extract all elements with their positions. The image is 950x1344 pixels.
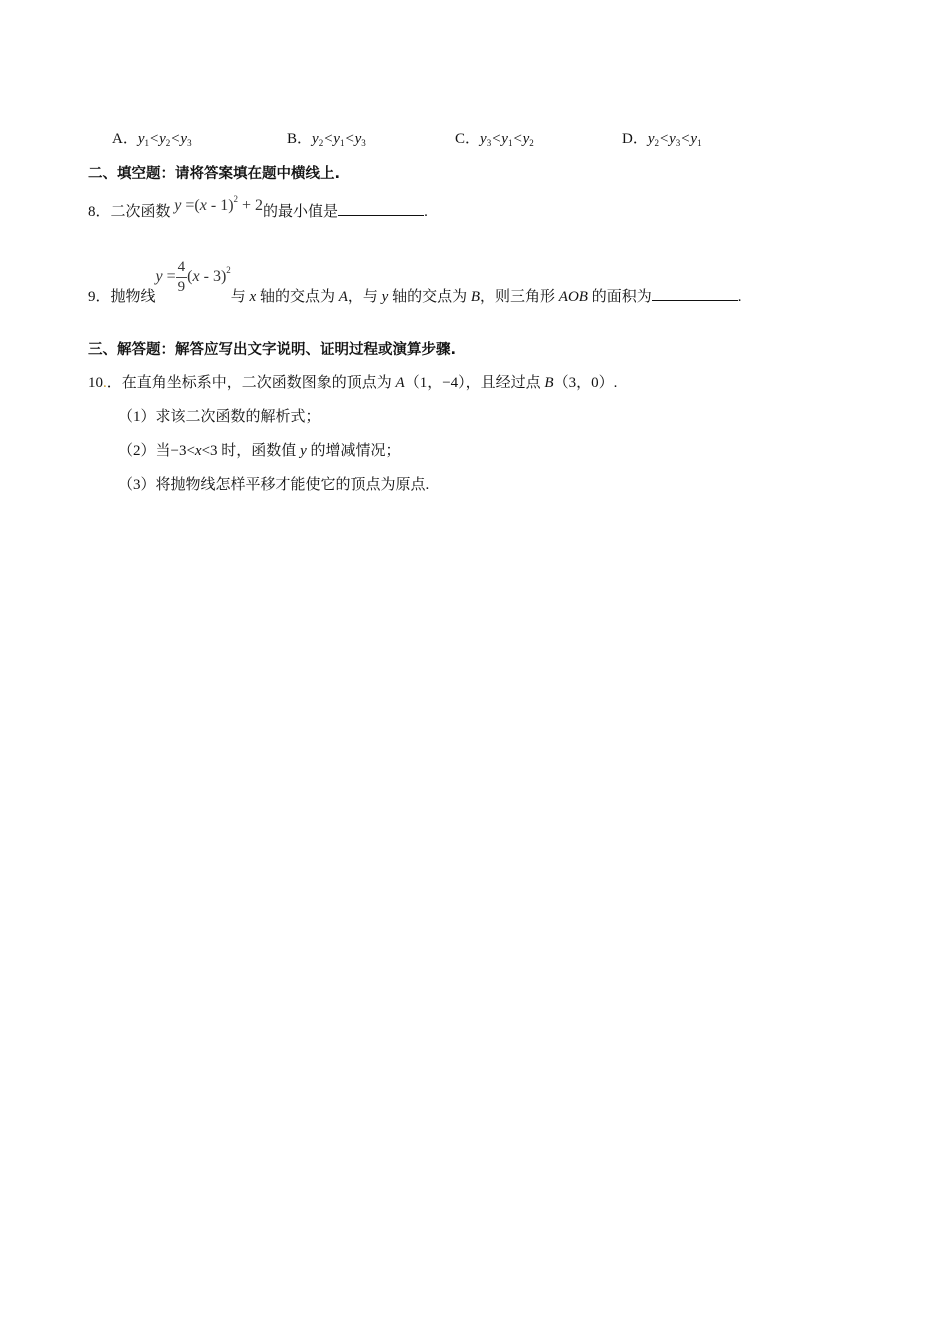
answer-blank (338, 201, 424, 216)
question-10: 10.．在直角坐标系中，二次函数图象的顶点为 A（1，−4），且经过点 B（3，0）. (88, 375, 618, 391)
option-c: C．$y_3<y_1<y_2$ (455, 131, 534, 148)
question-number: 9． (88, 289, 111, 306)
formula-q8: y =(x - 1)$^2$ + 2 (174, 194, 264, 214)
question-8: 8．二次函数 y =(x - 1)$^2$ + 2的最小值是 . (88, 194, 428, 220)
section-fill-in-heading: 二、填空题：请将答案填在题中横线上. (88, 166, 341, 182)
option-d: D．$y_2<y_3<y_1$ (622, 131, 702, 148)
option-a: A．$y_1<y_2<y_3$ (112, 131, 192, 148)
section-solve-heading: 三、解答题：解答应写出文字说明、证明过程或演算步骤. (88, 342, 457, 358)
question-number: 10 (88, 375, 103, 391)
question-10-part-2: （2）当−3<x<3 时，函数值 y 的增减情况； (118, 443, 401, 459)
question-number: 8． (88, 204, 111, 220)
formula-q9: y = $\frac{4}{9}$ (x - 3)$^2$ (155, 259, 231, 295)
fraction: $\frac{4}{9}$ (177, 259, 186, 295)
option-b: B．$y_2<y_1<y_3$ (287, 131, 366, 148)
question-10-part-3: （3）将抛物线怎样平移才能使它的顶点为原点. (118, 477, 430, 493)
answer-blank (652, 286, 738, 301)
question-10-part-1: （1）求该二次函数的解析式； (118, 409, 321, 425)
question-9: 9．抛物线y = $\frac{4}{9}$ (x - 3)$^2$与 x 轴的交点为 A，与 y 轴的交点为 B，则三角形 AOB 的面积为 . (88, 259, 742, 306)
